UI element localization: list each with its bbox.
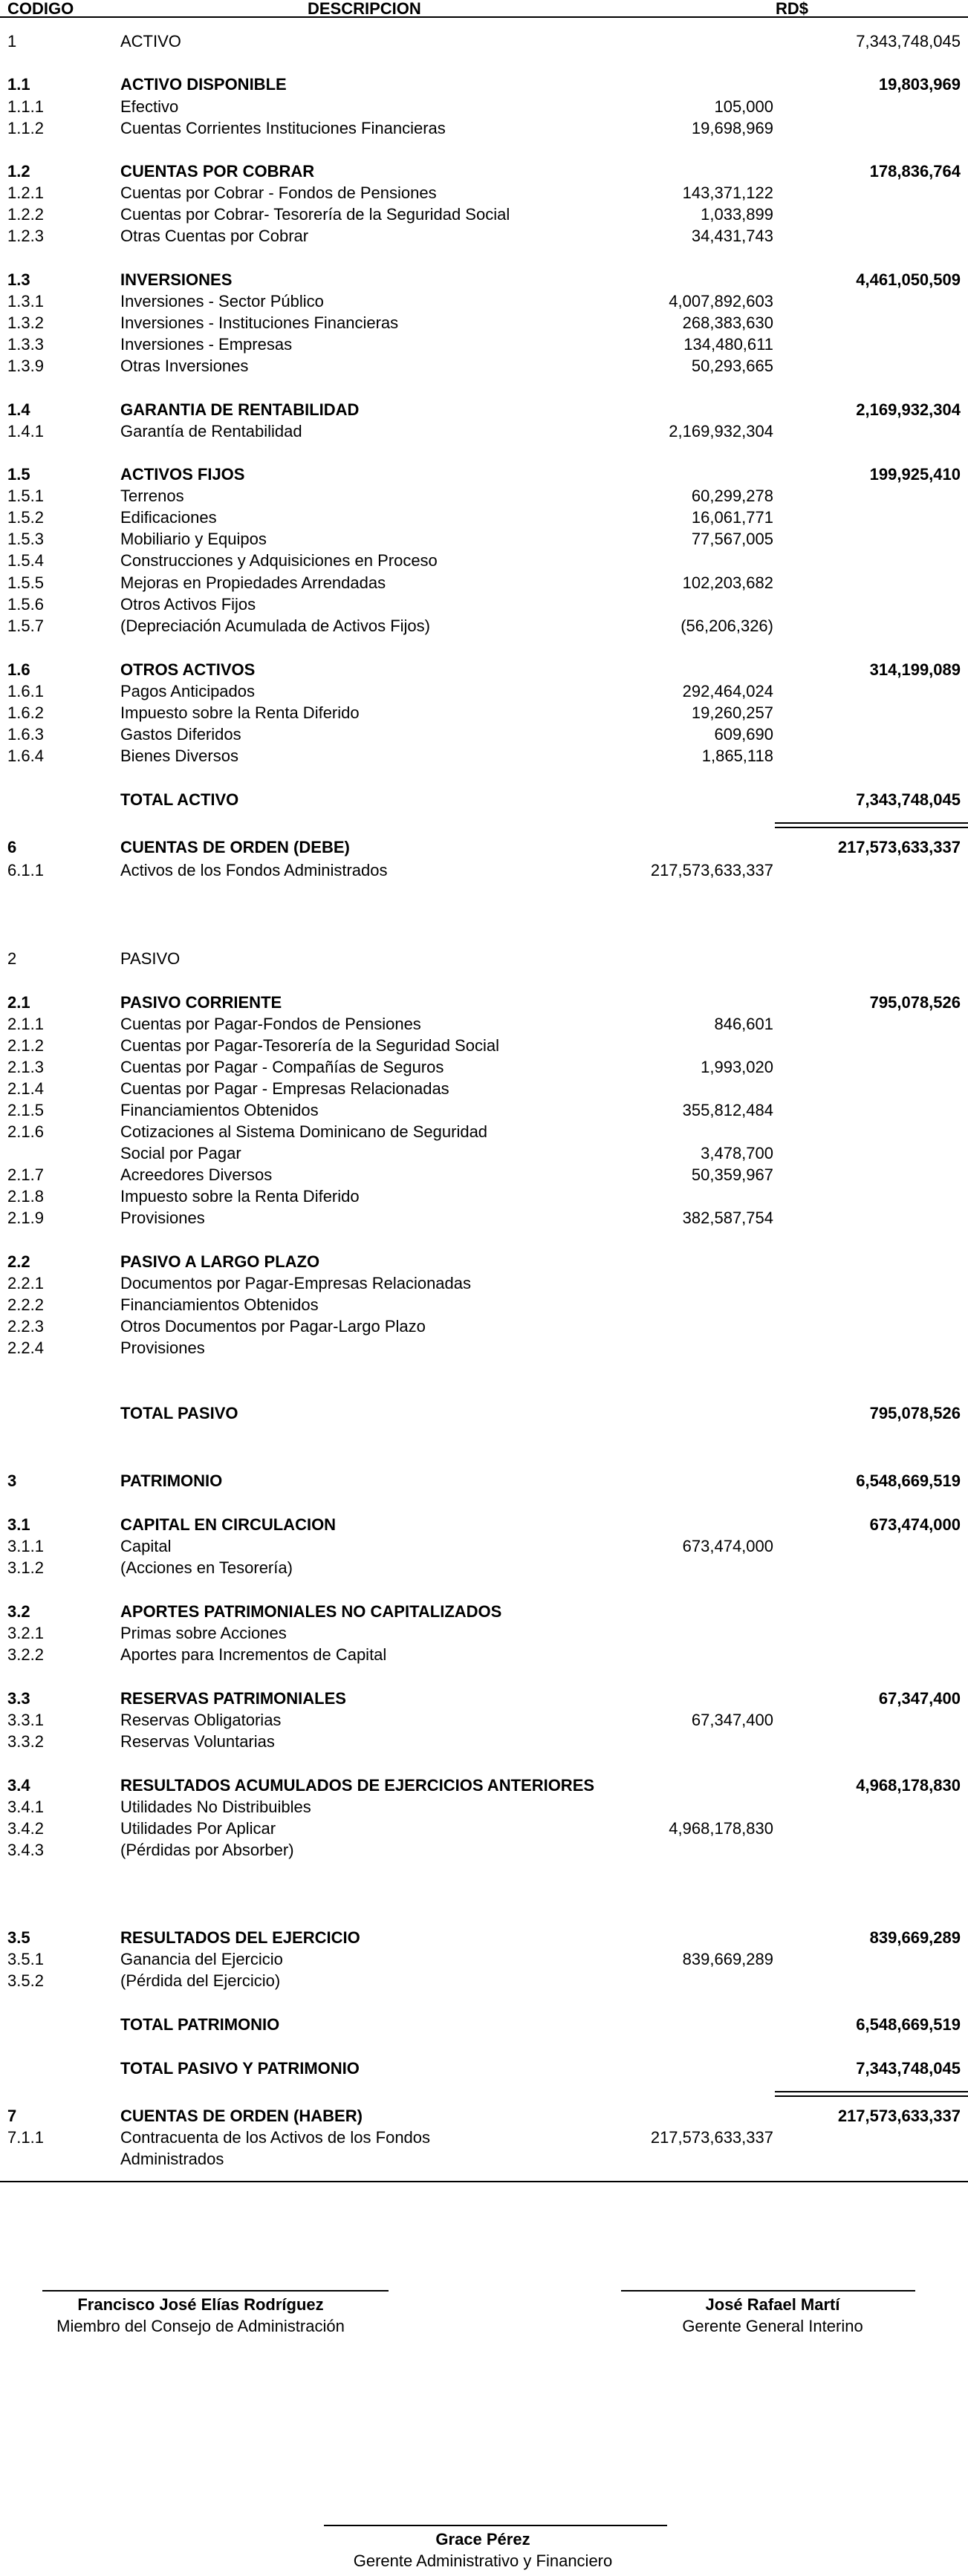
row-code: 3.2.1 bbox=[7, 1624, 44, 1642]
row-total: 4,968,178,830 bbox=[856, 1776, 961, 1795]
table-row bbox=[0, 96, 968, 118]
row-code: 1.2.3 bbox=[7, 227, 44, 245]
row-amount: 839,669,289 bbox=[682, 1950, 773, 1968]
row-description: Financiamientos Obtenidos bbox=[120, 1295, 319, 1314]
row-description: PASIVO bbox=[120, 949, 181, 968]
table-row bbox=[0, 615, 968, 637]
table-row bbox=[0, 1121, 968, 1143]
table-row bbox=[0, 1535, 968, 1558]
table-row bbox=[0, 1142, 968, 1165]
header-amount: RD$ bbox=[776, 0, 809, 18]
row-code: 1.6.4 bbox=[7, 747, 44, 765]
row-total: 314,199,089 bbox=[869, 660, 961, 679]
row-description: APORTES PATRIMONIALES NO CAPITALIZADOS bbox=[120, 1602, 502, 1621]
row-code: 3.1.1 bbox=[7, 1537, 44, 1555]
table-row bbox=[0, 859, 968, 882]
row-total: 4,461,050,509 bbox=[856, 270, 961, 289]
row-description: Terrenos bbox=[120, 487, 184, 505]
table-row bbox=[0, 2058, 968, 2080]
row-description: Contracuenta de los Activos de los Fondos bbox=[120, 2128, 431, 2147]
row-amount: 19,260,257 bbox=[691, 703, 773, 722]
row-description: Cuentas por Pagar-Tesorería de la Seguridad Social bbox=[120, 1036, 499, 1055]
row-total: 19,803,969 bbox=[878, 75, 961, 94]
bottom-rule bbox=[0, 2181, 968, 2182]
row-description: Pagos Anticipados bbox=[120, 682, 256, 700]
row-code: 3.1.2 bbox=[7, 1558, 44, 1577]
row-total: 217,573,633,337 bbox=[837, 838, 961, 856]
row-code: 2.1.8 bbox=[7, 1187, 44, 1206]
row-description: Cotizaciones al Sistema Dominicano de Seguridad bbox=[120, 1122, 488, 1141]
row-description: (Pérdida del Ejercicio) bbox=[120, 1971, 281, 1990]
table-row bbox=[0, 1644, 968, 1666]
row-code: 1.4.1 bbox=[7, 422, 44, 440]
row-total: 199,925,410 bbox=[869, 465, 961, 484]
table-row bbox=[0, 1470, 968, 1492]
row-description: (Pérdidas por Absorber) bbox=[120, 1841, 294, 1859]
row-code: 2.1.5 bbox=[7, 1101, 44, 1119]
row-code: 3.3.2 bbox=[7, 1732, 44, 1751]
row-description: Provisiones bbox=[120, 1339, 205, 1357]
row-total: 795,078,526 bbox=[869, 993, 961, 1012]
table-row bbox=[0, 507, 968, 529]
table-row bbox=[0, 789, 968, 811]
table-row bbox=[0, 1315, 968, 1338]
row-total: 6,548,669,519 bbox=[856, 1471, 961, 1490]
row-description: Reservas Obligatorias bbox=[120, 1711, 282, 1729]
row-description: Otros Documentos por Pagar-Largo Plazo bbox=[120, 1317, 426, 1336]
signature-name-2: José Rafael Martí bbox=[705, 2295, 840, 2314]
row-code: 3.2 bbox=[7, 1602, 30, 1621]
row-amount: 134,480,611 bbox=[683, 335, 773, 354]
table-row bbox=[0, 2127, 968, 2149]
row-description: Inversiones - Instituciones Financieras bbox=[120, 313, 399, 332]
row-code: 1 bbox=[7, 32, 17, 51]
row-description: Otras Inversiones bbox=[120, 357, 249, 375]
row-code: 3 bbox=[7, 1471, 17, 1490]
row-code: 1.5.3 bbox=[7, 530, 44, 548]
row-code: 1.6 bbox=[7, 660, 30, 679]
row-description: PASIVO CORRIENTE bbox=[120, 993, 282, 1012]
row-amount: 1,865,118 bbox=[701, 747, 773, 765]
row-code: 3.1 bbox=[7, 1515, 30, 1534]
row-total: 6,548,669,519 bbox=[856, 2015, 961, 2034]
table-row bbox=[0, 659, 968, 681]
row-description: Otras Cuentas por Cobrar bbox=[120, 227, 309, 245]
table-row bbox=[0, 1337, 968, 1359]
table-row bbox=[0, 1056, 968, 1079]
row-code: 2.1.9 bbox=[7, 1209, 44, 1227]
table-row bbox=[0, 1099, 968, 1122]
table-row bbox=[0, 528, 968, 550]
table-row bbox=[0, 1557, 968, 1579]
row-code: 2.1 bbox=[7, 993, 30, 1012]
row-amount: 50,359,967 bbox=[691, 1165, 773, 1184]
row-description: Bienes Diversos bbox=[120, 747, 238, 765]
row-description: TOTAL PASIVO bbox=[120, 1404, 238, 1422]
row-amount: 4,007,892,603 bbox=[669, 292, 773, 310]
row-code: 3.3.1 bbox=[7, 1711, 44, 1729]
row-code: 1.5.1 bbox=[7, 487, 44, 505]
table-row bbox=[0, 572, 968, 594]
row-description: CUENTAS POR COBRAR bbox=[120, 162, 315, 180]
signature-title-1: Miembro del Consejo de Administración bbox=[56, 2317, 345, 2335]
row-description: CUENTAS DE ORDEN (DEBE) bbox=[120, 838, 350, 856]
row-total: 839,669,289 bbox=[869, 1928, 961, 1947]
table-row bbox=[0, 1185, 968, 1208]
row-description: Cuentas por Pagar - Empresas Relacionadas bbox=[120, 1079, 449, 1098]
row-total: 795,078,526 bbox=[869, 1404, 961, 1422]
row-amount: 217,573,633,337 bbox=[650, 2128, 773, 2147]
row-description: Edificaciones bbox=[120, 508, 217, 527]
row-description: ACTIVO DISPONIBLE bbox=[120, 75, 287, 94]
table-row bbox=[0, 1839, 968, 1861]
row-description: Construcciones y Adquisiciones en Proceso bbox=[120, 551, 438, 570]
table-row bbox=[0, 1948, 968, 1971]
row-description: Gastos Diferidos bbox=[120, 725, 241, 744]
row-code: 2.2.1 bbox=[7, 1274, 44, 1292]
row-description: ACTIVOS FIJOS bbox=[120, 465, 245, 484]
signature-name-1: Francisco José Elías Rodríguez bbox=[77, 2295, 324, 2314]
table-row bbox=[0, 2148, 968, 2170]
row-amount: 673,474,000 bbox=[682, 1537, 773, 1555]
row-description: Acreedores Diversos bbox=[120, 1165, 273, 1184]
row-code: 3.3 bbox=[7, 1689, 30, 1708]
row-amount: 60,299,278 bbox=[691, 487, 773, 505]
row-amount: 292,464,024 bbox=[682, 682, 773, 700]
row-description: RESULTADOS ACUMULADOS DE EJERCICIOS ANTERIORES bbox=[120, 1776, 595, 1795]
table-row bbox=[0, 1970, 968, 1992]
row-code: 2.1.3 bbox=[7, 1058, 44, 1076]
row-description: Impuesto sobre la Renta Diferido bbox=[120, 703, 360, 722]
table-row bbox=[0, 745, 968, 767]
table-row bbox=[0, 1207, 968, 1229]
row-code: 1.5.2 bbox=[7, 508, 44, 527]
row-amount: 382,587,754 bbox=[682, 1209, 773, 1227]
row-code: 2.2.3 bbox=[7, 1317, 44, 1336]
row-code: 1.4 bbox=[7, 400, 30, 419]
row-code: 2.1.2 bbox=[7, 1036, 44, 1055]
row-code: 2.2.2 bbox=[7, 1295, 44, 1314]
row-description: Utilidades Por Aplicar bbox=[120, 1819, 276, 1838]
total-pasivo-patrimonio-double-rule bbox=[775, 2091, 968, 2097]
row-total: 2,169,932,304 bbox=[856, 400, 961, 419]
row-description: Aportes para Incrementos de Capital bbox=[120, 1645, 387, 1664]
table-row bbox=[0, 948, 968, 970]
row-code: 1.1 bbox=[7, 75, 30, 94]
row-description: Reservas Voluntarias bbox=[120, 1732, 275, 1751]
row-amount: 1,033,899 bbox=[701, 205, 773, 224]
row-amount: 16,061,771 bbox=[691, 508, 773, 527]
row-description: ACTIVO bbox=[120, 32, 181, 51]
table-row bbox=[0, 1251, 968, 1273]
row-amount: 846,601 bbox=[714, 1015, 773, 1033]
row-code: 1.5 bbox=[7, 465, 30, 484]
row-code: 1.2.1 bbox=[7, 183, 44, 202]
row-code: 6 bbox=[7, 838, 17, 856]
row-code: 1.1.2 bbox=[7, 119, 44, 137]
table-row bbox=[0, 117, 968, 140]
row-description: INVERSIONES bbox=[120, 270, 233, 289]
row-code: 2.1.7 bbox=[7, 1165, 44, 1184]
table-row bbox=[0, 290, 968, 313]
table-row bbox=[0, 680, 968, 703]
table-row bbox=[0, 160, 968, 183]
row-code: 1.3.1 bbox=[7, 292, 44, 310]
row-amount: 355,812,484 bbox=[682, 1101, 773, 1119]
table-row bbox=[0, 1272, 968, 1295]
row-amount: 34,431,743 bbox=[691, 227, 773, 245]
table-row bbox=[0, 420, 968, 443]
row-code: 7.1.1 bbox=[7, 2128, 44, 2147]
row-amount: 143,371,122 bbox=[682, 183, 773, 202]
row-code: 7 bbox=[7, 2107, 17, 2125]
row-description: Impuesto sobre la Renta Diferido bbox=[120, 1187, 360, 1206]
total-activo-double-rule bbox=[775, 822, 968, 828]
row-amount: 77,567,005 bbox=[691, 530, 773, 548]
row-code: 1.3.2 bbox=[7, 313, 44, 332]
row-description: Ganancia del Ejercicio bbox=[120, 1950, 283, 1968]
table-row bbox=[0, 836, 968, 859]
table-row bbox=[0, 74, 968, 96]
row-description: GARANTIA DE RENTABILIDAD bbox=[120, 400, 360, 419]
row-description: Social por Pagar bbox=[120, 1144, 241, 1162]
row-code: 3.5.2 bbox=[7, 1971, 44, 1990]
row-description: Mejoras en Propiedades Arrendadas bbox=[120, 573, 386, 592]
row-description: CAPITAL EN CIRCULACION bbox=[120, 1515, 337, 1534]
row-amount: 67,347,400 bbox=[691, 1711, 773, 1729]
table-row bbox=[0, 269, 968, 291]
table-row bbox=[0, 1035, 968, 1057]
signature-title-3: Gerente Administrativo y Financiero bbox=[353, 2551, 613, 2570]
table-row bbox=[0, 399, 968, 421]
table-row bbox=[0, 1013, 968, 1035]
table-row bbox=[0, 702, 968, 724]
row-code: 1.1.1 bbox=[7, 97, 44, 116]
row-code: 3.4.2 bbox=[7, 1819, 44, 1838]
table-row bbox=[0, 1514, 968, 1536]
row-description: OTROS ACTIVOS bbox=[120, 660, 256, 679]
row-code: 1.5.7 bbox=[7, 617, 44, 635]
row-code: 3.4.1 bbox=[7, 1798, 44, 1816]
row-description: TOTAL PATRIMONIO bbox=[120, 2015, 280, 2034]
table-row bbox=[0, 1601, 968, 1623]
row-total: 7,343,748,045 bbox=[856, 32, 961, 51]
row-description: Documentos por Pagar-Empresas Relacionadas bbox=[120, 1274, 472, 1292]
row-code: 1.6.2 bbox=[7, 703, 44, 722]
row-total: 673,474,000 bbox=[869, 1515, 961, 1534]
row-description: Cuentas por Cobrar- Tesorería de la Seguridad Social bbox=[120, 205, 510, 224]
row-description: Cuentas por Pagar - Compañías de Seguros bbox=[120, 1058, 444, 1076]
row-description: TOTAL PASIVO Y PATRIMONIO bbox=[120, 2059, 360, 2078]
table-row bbox=[0, 30, 968, 53]
row-amount: 609,690 bbox=[714, 725, 773, 744]
header-rule bbox=[0, 16, 968, 18]
row-amount: (56,206,326) bbox=[680, 617, 773, 635]
table-row bbox=[0, 1927, 968, 1949]
row-code: 1.5.5 bbox=[7, 573, 44, 592]
table-row bbox=[0, 182, 968, 204]
row-code: 2.1.1 bbox=[7, 1015, 44, 1033]
row-description: Garantía de Rentabilidad bbox=[120, 422, 302, 440]
table-row bbox=[0, 1818, 968, 1840]
row-description: Capital bbox=[120, 1537, 172, 1555]
table-row bbox=[0, 1164, 968, 1186]
row-description: (Depreciación Acumulada de Activos Fijos) bbox=[120, 617, 430, 635]
table-row bbox=[0, 312, 968, 334]
row-description: Financiamientos Obtenidos bbox=[120, 1101, 319, 1119]
row-description: Cuentas por Pagar-Fondos de Pensiones bbox=[120, 1015, 421, 1033]
row-description: (Acciones en Tesorería) bbox=[120, 1558, 293, 1577]
table-row bbox=[0, 225, 968, 247]
row-amount: 4,968,178,830 bbox=[669, 1819, 773, 1838]
table-row bbox=[0, 2014, 968, 2036]
row-code: 1.6.3 bbox=[7, 725, 44, 744]
row-amount: 3,478,700 bbox=[701, 1144, 773, 1162]
row-total: 217,573,633,337 bbox=[837, 2107, 961, 2125]
table-row bbox=[0, 1402, 968, 1425]
row-description: Primas sobre Acciones bbox=[120, 1624, 287, 1642]
row-code: 1.5.4 bbox=[7, 551, 44, 570]
table-row bbox=[0, 1796, 968, 1818]
row-amount: 102,203,682 bbox=[682, 573, 773, 592]
table-row bbox=[0, 723, 968, 746]
row-amount: 2,169,932,304 bbox=[669, 422, 773, 440]
signature-line-1 bbox=[42, 2290, 389, 2292]
row-description: Otros Activos Fijos bbox=[120, 595, 256, 614]
table-row bbox=[0, 992, 968, 1014]
row-total: 7,343,748,045 bbox=[856, 790, 961, 809]
row-description: Inversiones - Empresas bbox=[120, 335, 293, 354]
row-code: 2.1.6 bbox=[7, 1122, 44, 1141]
header-code: CODIGO bbox=[7, 0, 74, 18]
row-code: 3.2.2 bbox=[7, 1645, 44, 1664]
row-amount: 105,000 bbox=[714, 97, 773, 116]
row-description: PATRIMONIO bbox=[120, 1471, 223, 1490]
table-row bbox=[0, 550, 968, 572]
row-total: 67,347,400 bbox=[878, 1689, 961, 1708]
row-description: TOTAL ACTIVO bbox=[120, 790, 239, 809]
table-row bbox=[0, 1775, 968, 1797]
table-row bbox=[0, 1709, 968, 1731]
row-code: 1.3.3 bbox=[7, 335, 44, 354]
row-code: 1.2.2 bbox=[7, 205, 44, 224]
table-row bbox=[0, 1731, 968, 1753]
header-description: DESCRIPCION bbox=[308, 0, 421, 18]
row-code: 1.5.6 bbox=[7, 595, 44, 614]
row-description: Administrados bbox=[120, 2150, 224, 2168]
row-description: RESERVAS PATRIMONIALES bbox=[120, 1689, 346, 1708]
row-amount: 217,573,633,337 bbox=[650, 861, 773, 879]
row-code: 2 bbox=[7, 949, 17, 968]
table-row bbox=[0, 1294, 968, 1316]
table-row bbox=[0, 204, 968, 226]
signature-line-3 bbox=[324, 2525, 667, 2526]
row-code: 2.2.4 bbox=[7, 1339, 44, 1357]
signature-line-2 bbox=[621, 2290, 915, 2292]
row-amount: 268,383,630 bbox=[682, 313, 773, 332]
table-row bbox=[0, 334, 968, 356]
row-code: 2.1.4 bbox=[7, 1079, 44, 1098]
row-description: Cuentas por Cobrar - Fondos de Pensiones bbox=[120, 183, 437, 202]
row-code: 1.2 bbox=[7, 162, 30, 180]
row-description: PASIVO A LARGO PLAZO bbox=[120, 1252, 320, 1271]
table-row bbox=[0, 355, 968, 377]
row-code: 6.1.1 bbox=[7, 861, 44, 879]
row-code: 2.2 bbox=[7, 1252, 30, 1271]
row-description: Mobiliario y Equipos bbox=[120, 530, 267, 548]
row-description: CUENTAS DE ORDEN (HABER) bbox=[120, 2107, 363, 2125]
table-row bbox=[0, 1078, 968, 1100]
row-amount: 50,293,665 bbox=[691, 357, 773, 375]
signature-title-2: Gerente General Interino bbox=[682, 2317, 863, 2335]
table-row bbox=[0, 464, 968, 486]
row-code: 3.4.3 bbox=[7, 1841, 44, 1859]
signature-name-3: Grace Pérez bbox=[435, 2530, 530, 2549]
table-row bbox=[0, 2105, 968, 2127]
row-description: Cuentas Corrientes Instituciones Financieras bbox=[120, 119, 446, 137]
row-description: RESULTADOS DEL EJERCICIO bbox=[120, 1928, 360, 1947]
row-amount: 1,993,020 bbox=[701, 1058, 773, 1076]
row-code: 1.3 bbox=[7, 270, 30, 289]
table-row bbox=[0, 1688, 968, 1710]
row-description: Inversiones - Sector Público bbox=[120, 292, 324, 310]
row-code: 3.4 bbox=[7, 1776, 30, 1795]
row-code: 1.3.9 bbox=[7, 357, 44, 375]
row-description: Provisiones bbox=[120, 1209, 205, 1227]
row-code: 3.5 bbox=[7, 1928, 30, 1947]
row-description: Activos de los Fondos Administrados bbox=[120, 861, 388, 879]
row-description: Utilidades No Distribuibles bbox=[120, 1798, 311, 1816]
row-total: 178,836,764 bbox=[869, 162, 961, 180]
table-row bbox=[0, 593, 968, 616]
row-amount: 19,698,969 bbox=[691, 119, 773, 137]
table-row bbox=[0, 1622, 968, 1645]
row-code: 3.5.1 bbox=[7, 1950, 44, 1968]
row-total: 7,343,748,045 bbox=[856, 2059, 961, 2078]
table-row bbox=[0, 485, 968, 507]
row-description: Efectivo bbox=[120, 97, 179, 116]
row-code: 1.6.1 bbox=[7, 682, 44, 700]
